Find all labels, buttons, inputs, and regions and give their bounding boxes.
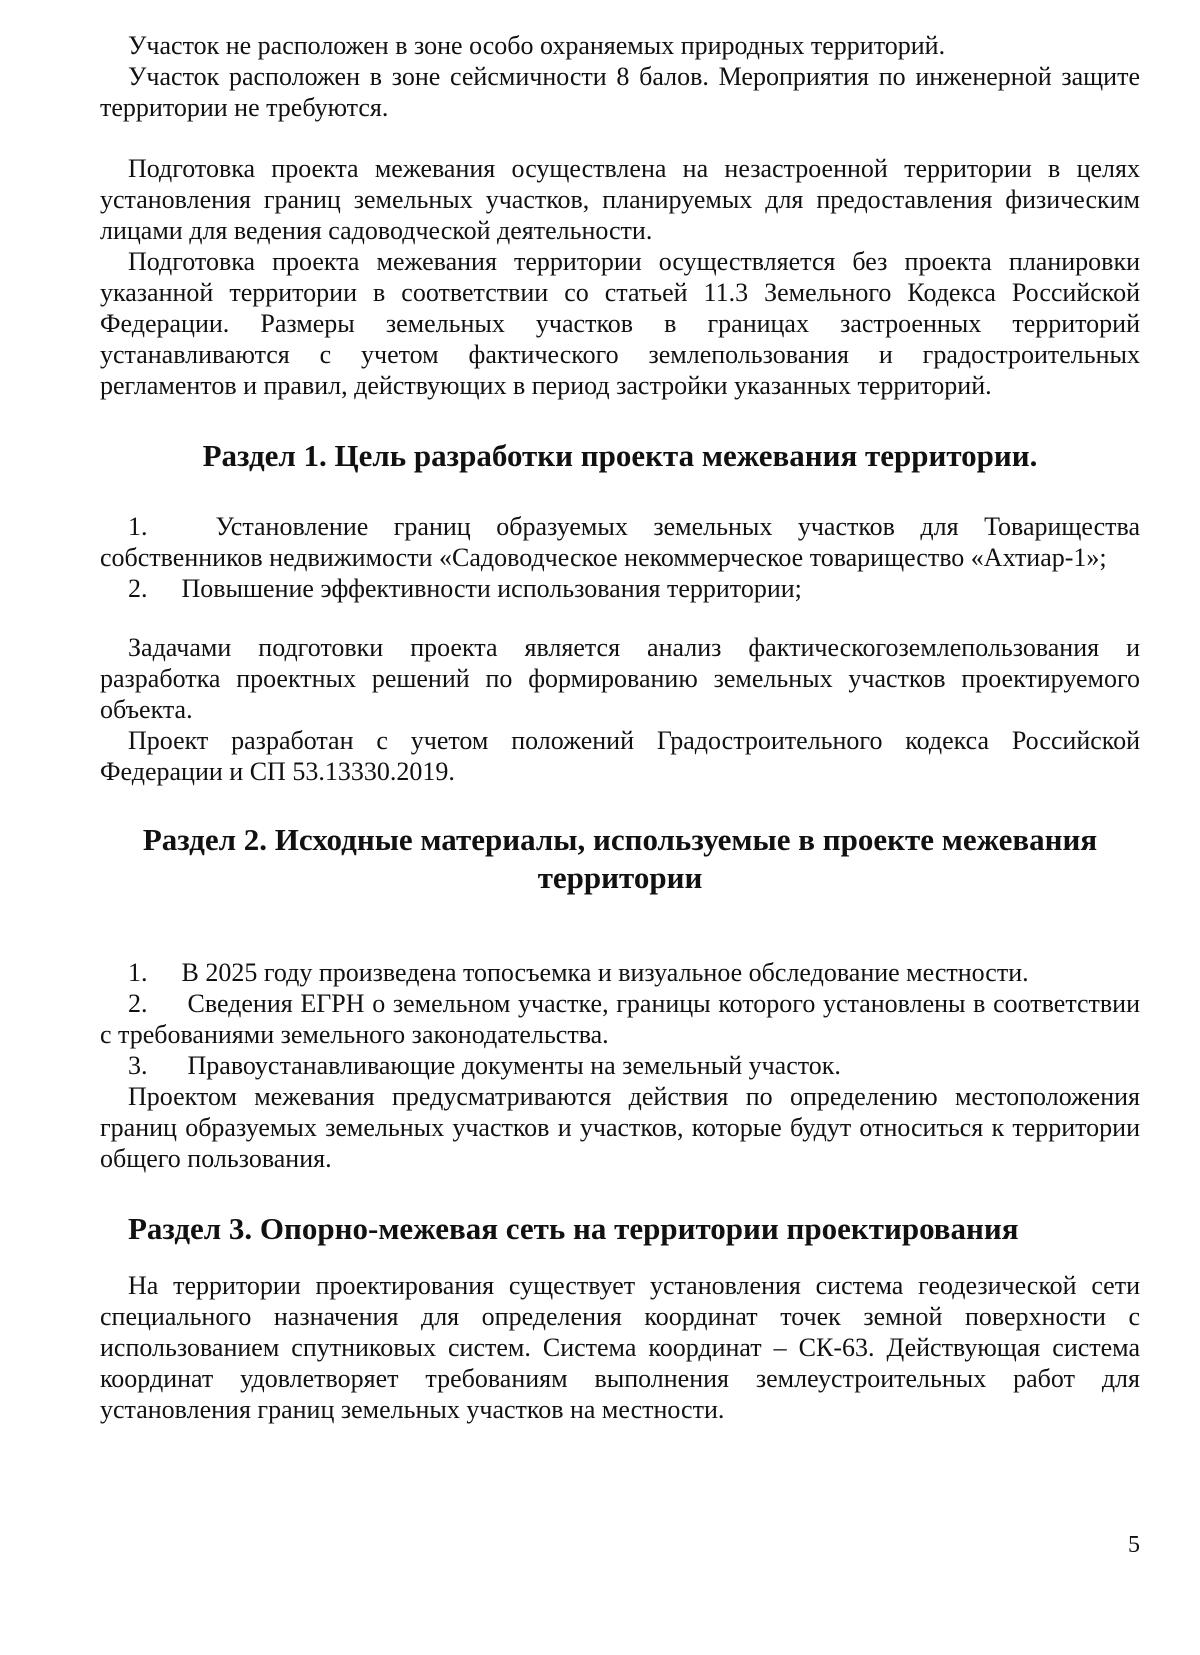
section-2-list-item: [100, 1050, 1140, 1081]
document-page: [100, 30, 1140, 1425]
section-1-heading: Раздел 1. Цель разработки проекта межевания территории.: [202, 438, 1038, 473]
intro-paragraph-1: Участок не расположен в зоне особо охраняемых природных территорий.: [128, 31, 946, 60]
section-3-heading: Раздел 3. Опорно-межевая сеть на территории проектирования: [128, 1211, 1019, 1246]
list-item-number: 3.: [128, 1051, 148, 1080]
section-2-heading-line-2: территории: [537, 860, 703, 895]
list-item-text: В 2025 году произведена топосъемка и визуальное обследование местности.: [181, 958, 1029, 987]
intro-paragraph-4: Подготовка проекта межевания территории осуществляется без проекта планировки указанной территории в соответствии со статьей 11.3 Земельного Кодекса Российской Федерации. Размеры земельных участков в границах застроенных территорий устанавливаются с учетом фактического землепользования и градостроительных регламентов и правил, действующих в период застройки указанных территорий.: [100, 247, 1140, 400]
list-item-text: Повышение эффективности использования территории;: [181, 574, 802, 603]
section-1-list-item: [100, 511, 1140, 573]
list-item-number: 1.: [128, 958, 148, 987]
section-2-paragraph-1: Проектом межевания предусматриваются действия по определению местоположения границ образуемых земельных участков и участков, которые будут относиться к территории общего пользования.: [100, 1082, 1140, 1173]
section-1-list: [100, 511, 1140, 604]
list-item-text: Установление границ образуемых земельных участков для Товарищества собственников недвижимости «Садоводческое некоммерческое товарищество «Ахтиар-1»;: [100, 512, 1140, 572]
section-3-paragraph-1: На территории проектирования существует установления система геодезической сети специального назначения для определения координат точек земной поверхности с использованием спутниковых систем. Система координат – СК-63. Действующая система координат удовлетворяет требованиям выполнения землеустроительных работ для установления границ земельных участков на местности.: [100, 1271, 1140, 1424]
section-2-list-item: [100, 957, 1140, 988]
page-number: 5: [1128, 1532, 1140, 1558]
list-item-text: Сведения ЕГРН о земельном участке, границы которого установлены в соответствии с требованиями земельного законодательства.: [100, 989, 1140, 1049]
section-2-heading: [100, 821, 1140, 897]
section-2-list-item: [100, 988, 1140, 1050]
intro-paragraph-2: Участок расположен в зоне сейсмичности 8 балов. Мероприятия по инженерной защите территории не требуются.: [100, 62, 1140, 122]
list-item-text: Правоустанавливающие документы на земельный участок.: [187, 1051, 841, 1080]
section-1-list-item: [100, 573, 1140, 604]
section-1-paragraph-1: Задачами подготовки проекта является анализ фактическогоземлепользования и разработка проектных решений по формированию земельных участков проектируемого объекта.: [100, 633, 1140, 724]
intro-paragraph-3: Подготовка проекта межевания осуществлена на незастроенной территории в целях установления границ земельных участков, планируемых для предоставления физическим лицами для ведения садоводческой деятельности.: [100, 154, 1140, 245]
list-item-number: 1.: [128, 512, 148, 541]
list-item-number: 2.: [128, 574, 148, 603]
list-item-number: 2.: [128, 989, 148, 1018]
section-2-heading-line-1: Раздел 2. Исходные материалы, используемые в проекте межевания: [142, 822, 1098, 857]
section-1-paragraph-2: Проект разработан с учетом положений Градостроительного кодекса Российской Федерации и СП 53.13330.2019.: [100, 726, 1140, 786]
section-2-list: [100, 957, 1140, 1081]
